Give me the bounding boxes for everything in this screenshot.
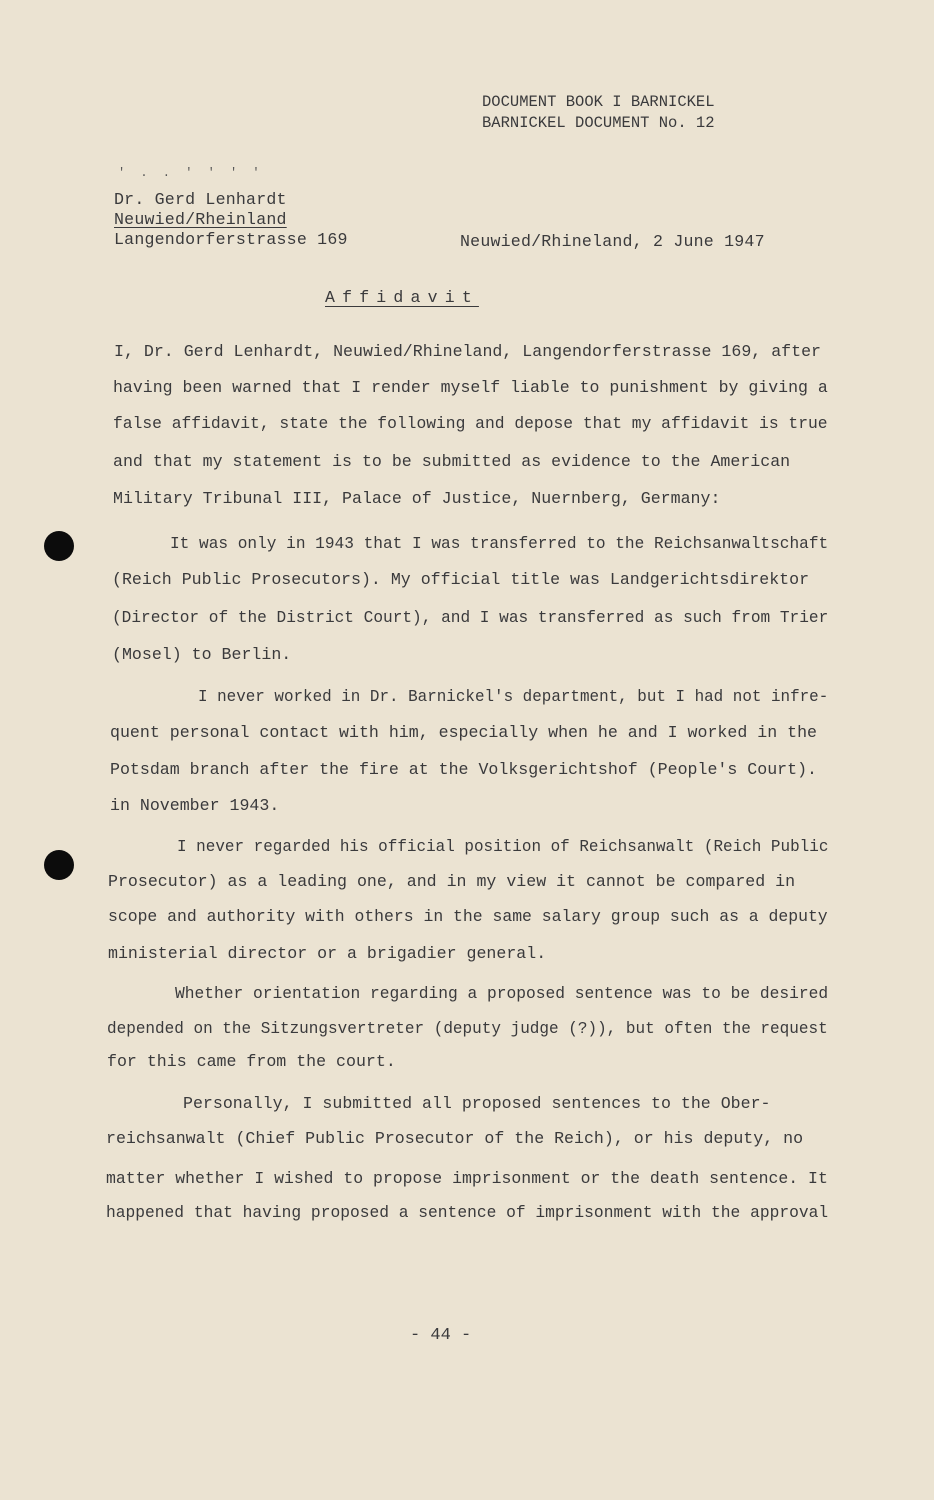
body-line: I never regarded his official position of Reichsanwalt (Reich Public [177,837,829,856]
sender-city: Neuwied/Rheinland [114,210,287,229]
body-line: Potsdam branch after the fire at the Volksgerichtshof (People's Court). [110,760,818,779]
page-number: - 44 - [410,1326,472,1345]
body-line: I never worked in Dr. Barnickel's department, but I had not infre- [198,687,829,706]
body-line: (Mosel) to Berlin. [112,645,292,664]
body-line: false affidavit, state the following and depose that my affidavit is true [113,414,828,433]
document-book-label: DOCUMENT BOOK I BARNICKEL [482,93,715,111]
body-line: for this came from the court. [107,1052,396,1071]
body-line: Prosecutor) as a leading one, and in my view it cannot be compared in [108,872,796,891]
body-line: I, Dr. Gerd Lenhardt, Neuwied/Rhineland, Langendorferstrasse 169, after [114,342,822,361]
body-line: ministerial director or a brigadier general. [108,944,547,963]
body-line: Whether orientation regarding a proposed sentence was to be desired [175,984,829,1003]
body-line: Personally, I submitted all proposed sentences to the Ober- [183,1094,771,1113]
punch-hole-bottom [44,850,74,880]
punch-hole-top [44,531,74,561]
document-title: Affidavit [325,288,479,307]
sender-marks: ' . . ' ' ' ' [118,166,264,180]
body-line: depended on the Sitzungsvertreter (deputy judge (?)), but often the request [107,1019,828,1038]
body-line: Military Tribunal III, Palace of Justice, Nuernberg, Germany: [113,489,721,508]
body-line: matter whether I wished to propose imprisonment or the death sentence. It [106,1169,828,1188]
body-line: quent personal contact with him, especially when he and I worked in the [110,723,818,742]
body-line: (Director of the District Court), and I was transferred as such from Trier [112,608,829,627]
body-line: reichsanwalt (Chief Public Prosecutor of the Reich), or his deputy, no [106,1129,804,1148]
body-line: happened that having proposed a sentence of imprisonment with the approval [106,1203,829,1222]
sender-street: Langendorferstrasse 169 [114,230,348,249]
place-date: Neuwied/Rhineland, 2 June 1947 [460,232,765,251]
document-number-label: BARNICKEL DOCUMENT No. 12 [482,114,715,132]
body-line: (Reich Public Prosecutors). My official title was Landgerichtsdirektor [112,570,810,589]
body-line: in November 1943. [110,796,280,815]
body-line: having been warned that I render myself liable to punishment by giving a [113,378,828,397]
body-line: scope and authority with others in the same salary group such as a deputy [108,907,828,926]
sender-name: Dr. Gerd Lenhardt [114,190,287,209]
body-line: It was only in 1943 that I was transferred to the Reichsanwaltschaft [170,534,829,553]
body-line: and that my statement is to be submitted as evidence to the American [113,452,791,471]
